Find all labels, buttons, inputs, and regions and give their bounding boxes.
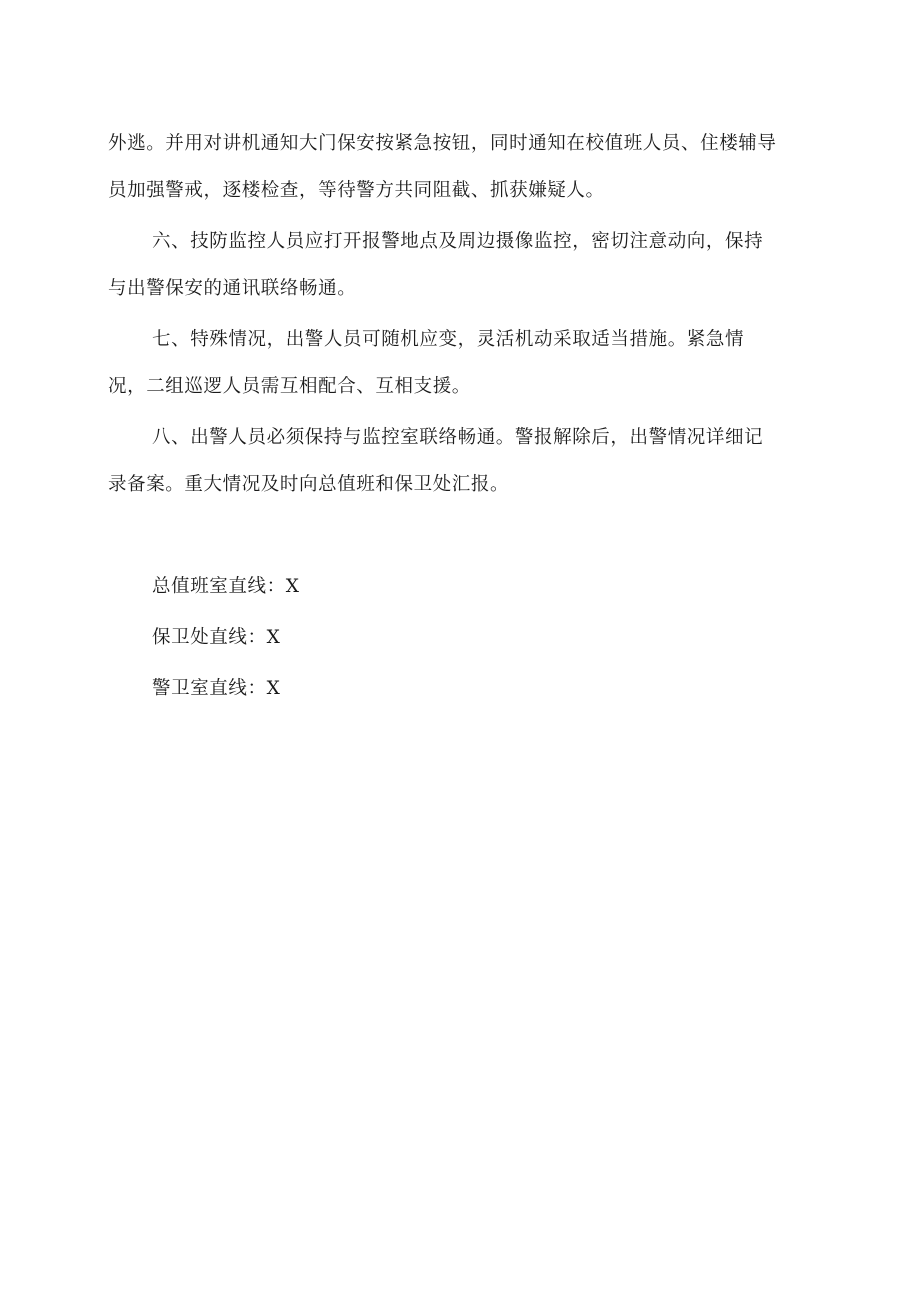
contact-duty-office: 总值班室直线：X xyxy=(152,576,300,597)
paragraph-eight-line-1: 八、出警人员必须保持与监控室联络畅通。警报解除后，出警情况详细记 xyxy=(152,427,764,448)
paragraph-six-line-2: 与出警保安的通讯联络畅通。 xyxy=(108,278,357,299)
paragraph-continued-line-2: 员加强警戒，逐楼检查，等待警方共同阻截、抓获嫌疑人。 xyxy=(108,180,605,201)
contact-guard-room: 警卫室直线：X xyxy=(152,678,281,699)
paragraph-seven-line-2: 况，二组巡逻人员需互相配合、互相支援。 xyxy=(108,376,471,397)
contact-security-office: 保卫处直线：X xyxy=(152,627,281,648)
paragraph-six-line-1: 六、技防监控人员应打开报警地点及周边摄像监控，密切注意动向，保持 xyxy=(152,231,764,252)
paragraph-eight-line-2: 录备案。重大情况及时向总值班和保卫处汇报。 xyxy=(108,474,510,495)
paragraph-seven-line-1: 七、特殊情况，出警人员可随机应变，灵活机动采取适当措施。紧急情 xyxy=(152,329,745,350)
paragraph-continued-line-1: 外逃。并用对讲机通知大门保安按紧急按钮，同时通知在校值班人员、住楼辅导 xyxy=(108,133,777,154)
